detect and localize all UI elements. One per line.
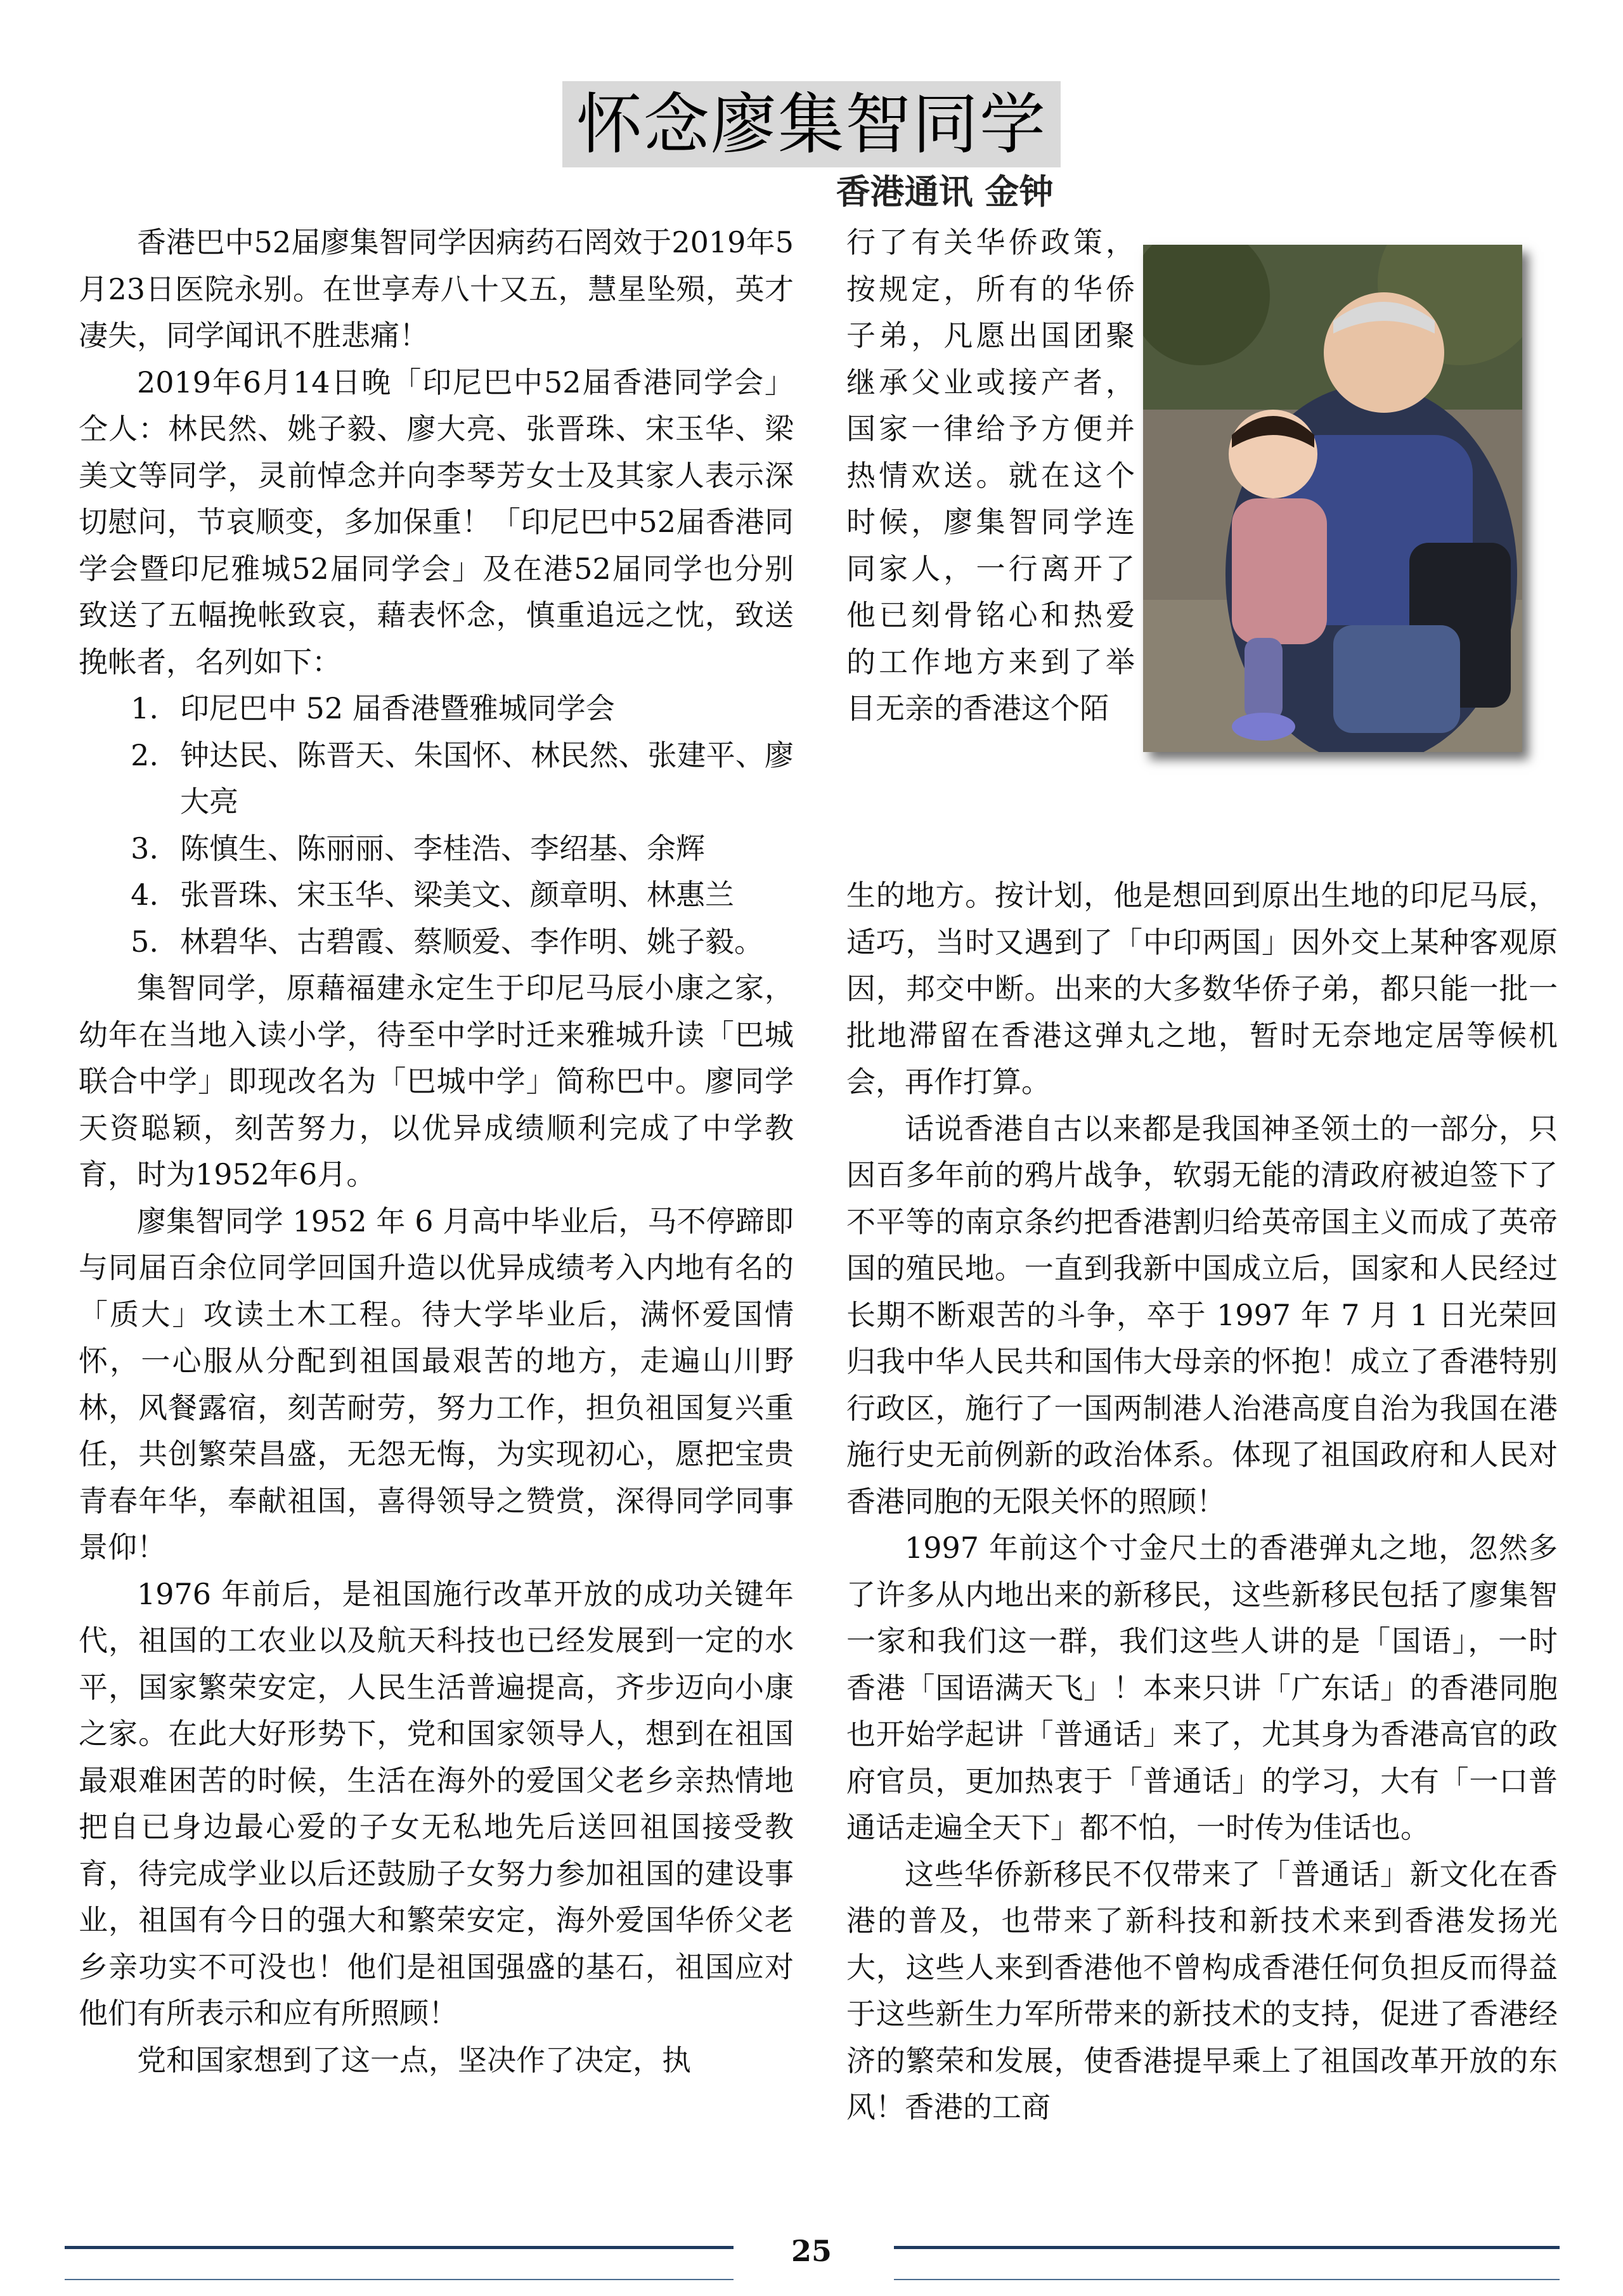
list-number: 2. (131, 737, 158, 772)
page-number: 25 (791, 2234, 832, 2268)
photo-illustration (1143, 245, 1522, 752)
paragraph-continued: 生的地方。按计划，他是想回到原出生地的印尼马辰，适巧，当时又遇到了「中印两国」因外交上某种客观原因，邦交中断。出来的大多数华侨子弟，都只能一批一批地滞留在香港这弹丸之地，暂时无奈地定居等候机会，再作打算。 (846, 878, 1558, 1099)
list-number: 4. (131, 878, 158, 912)
list-text: 钟达民、陈晋天、朱国怀、林民然、张建平、廖大亮 (180, 737, 794, 819)
paragraph: 香港巴中52届廖集智同学因病药石罔效于2019年5月23日医院永别。在世享寿八十又五，慧星坠殒，英才凄失，同学闻讯不胜悲痛！ (79, 225, 794, 353)
left-column (79, 219, 794, 2084)
paragraph: 集智同学，原藉福建永定生于印尼马辰小康之家，幼年在当地入读小学，待至中学时迁来雅城升读「巴城联合中学」即现改名为「巴城中学」简称巴中。廖同学天资聪颖，刻苦努力，以优异成绩顺利完成了中学教育，时为1952年6月。 (79, 971, 794, 1191)
paragraph: 1997 年前这个寸金尺土的香港弹丸之地，忽然多了许多从内地出来的新移民，这些新移民包括了廖集智一家和我们这一群，我们这些人讲的是「国语」，一时香港「国语满天飞」！本来只讲「广东话」的香港同胞也开始学起讲「普通话」来了，尤其身为香港高官的政府官员，更加热衷于「普通话」的学习，大有「一口普通话走遍全天下」都不怕，一时传为佳话也。 (846, 1531, 1558, 1845)
byline: 香港通讯 金钟 (836, 172, 1054, 212)
paragraph: 话说香港自古以来都是我国神圣领土的一部分，只因百多年前的鸦片战争，软弱无能的清政府被迫签下了不平等的南京条约把香港割归给英帝国主义而成了英帝国的殖民地。一直到我新中国成立后，国家和人民经过长期不断艰苦的斗争，卒于 1997 年 7 月 1 日光荣回归我中华人民共和国伟大母亲的怀抱！成立了香港特别行政区，施行了一国两制港人治港高度自治为我国在港施行史无前例新的政治体系。体现了祖国政府和人民对香港同胞的无限关怀的照顾！ (846, 1111, 1558, 1519)
paragraph: 2019年6月14日晚「印尼巴中52届香港同学会」仝人：林民然、姚子毅、廖大亮、张晋珠、宋玉华、梁美文等同学，灵前悼念并向李琴芳女士及其家人表示深切慰问，节哀顺变，多加保重！「印尼巴中52届香港同学会暨印尼雅城52届同学会」及在港52届同学也分别致送了五幅挽帐致哀，藉表怀念，慎重追远之忱，致送挽帐者，名列如下： (79, 365, 794, 679)
paragraph: 党和国家想到了这一点，坚决作了决定，执 (137, 2042, 691, 2077)
footer-rule-left-lower (65, 2279, 734, 2280)
list-item (79, 685, 794, 732)
paragraph: 廖集智同学 1952 年 6 月高中毕业后，马不停蹄即与同届百余位同学回国升造以优异成绩考入内地有名的「质大」攻读土木工程。待大学毕业后，满怀爱国情怀，一心服从分配到祖国最艰苦的地方，走遍山川野林，风餐露宿，刻苦耐劳，努力工作，担负祖国复兴重任，共创繁荣昌盛，无怨无悔，为实现初心，愿把宝贵青春年华，奉献祖国，喜得领导之赞赏，深得同学同事景仰！ (79, 1203, 794, 1564)
list-item (79, 919, 794, 966)
paragraph-continued: 行了有关华侨政策，按规定，所有的华侨子弟，凡愿出国团聚继承父业或接产者，国家一律给予方便并热情欢送。就在这个时候，廖集智同学连同家人，一行离开了他已刻骨铭心和热爱的工作地方来到了举目无亲的香港这个陌 (846, 225, 1135, 725)
list-item (79, 732, 794, 826)
list-number: 5. (131, 924, 158, 959)
list-text: 印尼巴中 52 届香港暨雅城同学会 (180, 691, 615, 725)
list-item (79, 826, 794, 872)
right-column-narrow (846, 219, 1135, 732)
title-area (0, 81, 1623, 167)
list-item (79, 872, 794, 919)
list-number: 3. (131, 831, 158, 866)
list-text: 陈慎生、陈丽丽、李桂浩、李绍基、余辉 (180, 831, 705, 866)
paragraph: 这些华侨新移民不仅带来了「普通话」新文化在香港的普及，也带来了新科技和新技术来到香港发扬光大，这些人来到香港他不曾构成香港任何负担反而得益于这些新生力军所带来的新技术的支持，促进了香港经济的繁荣和发展，使香港提早乘上了祖国改革开放的东风！香港的工商 (846, 1857, 1558, 2124)
portrait-photo (1143, 245, 1522, 752)
footer-rule-right (894, 2246, 1560, 2249)
right-column-full (846, 872, 1558, 2131)
list-text: 张晋珠、宋玉华、梁美文、颜章明、林惠兰 (180, 878, 734, 912)
list-number: 1. (131, 691, 158, 725)
footer-rule-left (65, 2246, 734, 2249)
footer-rule-right-lower (894, 2279, 1560, 2280)
elegiac-banner-list (79, 685, 794, 965)
list-text: 林碧华、古碧霞、蔡顺爱、李作明、姚子毅。 (180, 924, 763, 959)
article-title: 怀念廖集智同学 (562, 81, 1061, 167)
paragraph: 1976 年前后，是祖国施行改革开放的成功关键年代，祖国的工农业以及航天科技也已经发展到一定的水平，国家繁荣安定，人民生活普遍提高，齐步迈向小康之家。在此大好形势下，党和国家领导人，想到在祖国最艰难困苦的时候，生活在海外的爱国父老乡亲热情地把自已身边最心爱的子女无私地先后送回祖国接受教育，待完成学业以后还鼓励子女努力参加祖国的建设事业，祖国有今日的强大和繁荣安定，海外爱国华侨父老乡亲功实不可没也！他们是祖国强盛的基石，祖国应对他们有所表示和应有所照顾！ (79, 1576, 794, 2030)
